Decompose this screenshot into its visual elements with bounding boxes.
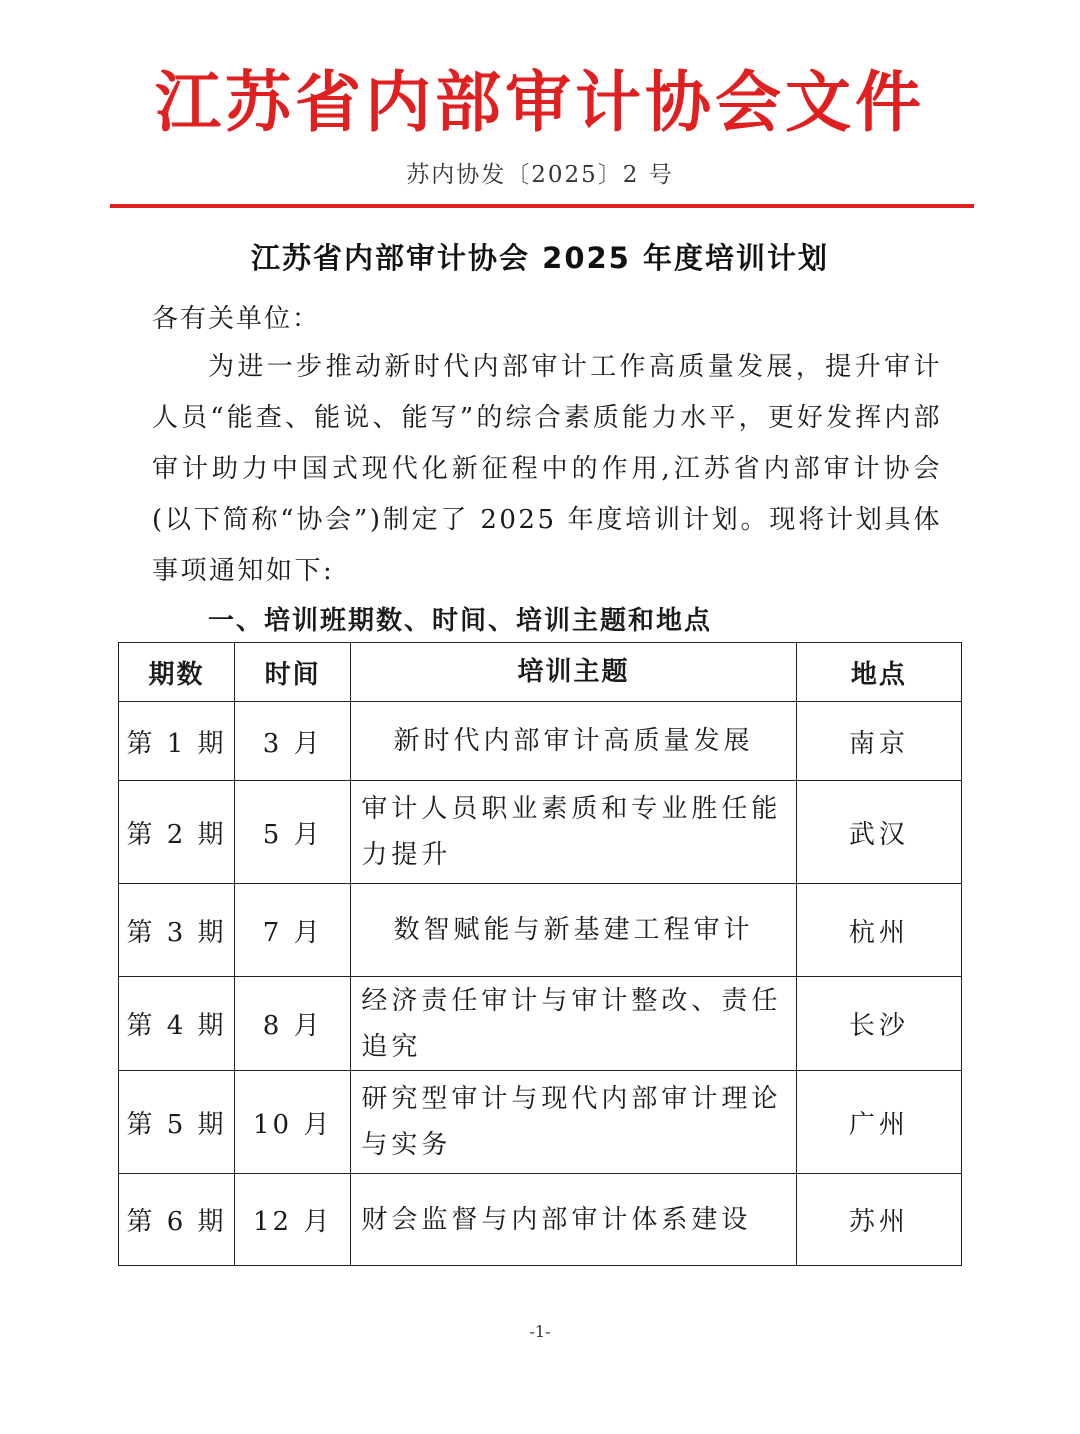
table-row	[119, 781, 962, 884]
body-paragraph: 为进一步推动新时代内部审计工作高质量发展，提升审计人员“能查、能说、能写”的综合素质能力水平，更好发挥内部审计助力中国式现代化新征程中的作用,江苏省内部审计协会(以下简称“协会”)制定了 2025 年度培训计划。现将计划具体事项通知如下:	[152, 352, 942, 586]
header-period: 期数	[119, 643, 235, 702]
header-topic: 培训主题	[351, 643, 796, 702]
row-place: 武汉	[796, 781, 961, 884]
row-time: 3 月	[235, 702, 351, 781]
table-row	[119, 884, 962, 977]
row-time: 8 月	[235, 977, 351, 1071]
row-place: 苏州	[796, 1174, 961, 1266]
org-header-title: 江苏省内部审计协会文件	[155, 64, 925, 141]
row-period: 第 1 期	[119, 702, 235, 781]
row-place: 杭州	[796, 884, 961, 977]
table-row	[119, 702, 962, 781]
row-period: 第 5 期	[119, 1071, 235, 1174]
row-period: 第 2 期	[119, 781, 235, 884]
row-period: 第 4 期	[119, 977, 235, 1071]
row-topic: 经济责任审计与审计整改、责任追究	[351, 977, 796, 1071]
table-row	[119, 977, 962, 1071]
row-topic: 研究型审计与现代内部审计理论与实务	[351, 1071, 796, 1174]
row-time: 10 月	[235, 1071, 351, 1174]
page-number: -1-	[529, 1322, 551, 1341]
row-topic: 财会监督与内部审计体系建设	[351, 1174, 796, 1266]
table-row	[119, 1174, 962, 1266]
row-period: 第 6 期	[119, 1174, 235, 1266]
salutation: 各有关单位：	[152, 304, 321, 334]
row-time: 7 月	[235, 884, 351, 977]
row-place: 长沙	[796, 977, 961, 1071]
document-title: 江苏省内部审计协会 2025 年度培训计划	[251, 241, 829, 275]
header-time: 时间	[235, 643, 351, 702]
row-topic: 审计人员职业素质和专业胜任能力提升	[351, 781, 796, 884]
red-divider-line	[110, 204, 974, 208]
header-place: 地点	[796, 643, 961, 702]
row-topic: 新时代内部审计高质量发展	[351, 702, 796, 781]
row-topic: 数智赋能与新基建工程审计	[351, 884, 796, 977]
row-time: 12 月	[235, 1174, 351, 1266]
row-place: 广州	[796, 1071, 961, 1174]
row-place: 南京	[796, 702, 961, 781]
table-row	[119, 1071, 962, 1174]
training-plan-table	[118, 642, 962, 1266]
section-heading: 一、培训班期数、时间、培训主题和地点	[208, 606, 713, 636]
row-period: 第 3 期	[119, 884, 235, 977]
table-header-row	[119, 643, 962, 702]
document-number: 苏内协发〔2025〕2 号	[406, 162, 674, 188]
row-time: 5 月	[235, 781, 351, 884]
